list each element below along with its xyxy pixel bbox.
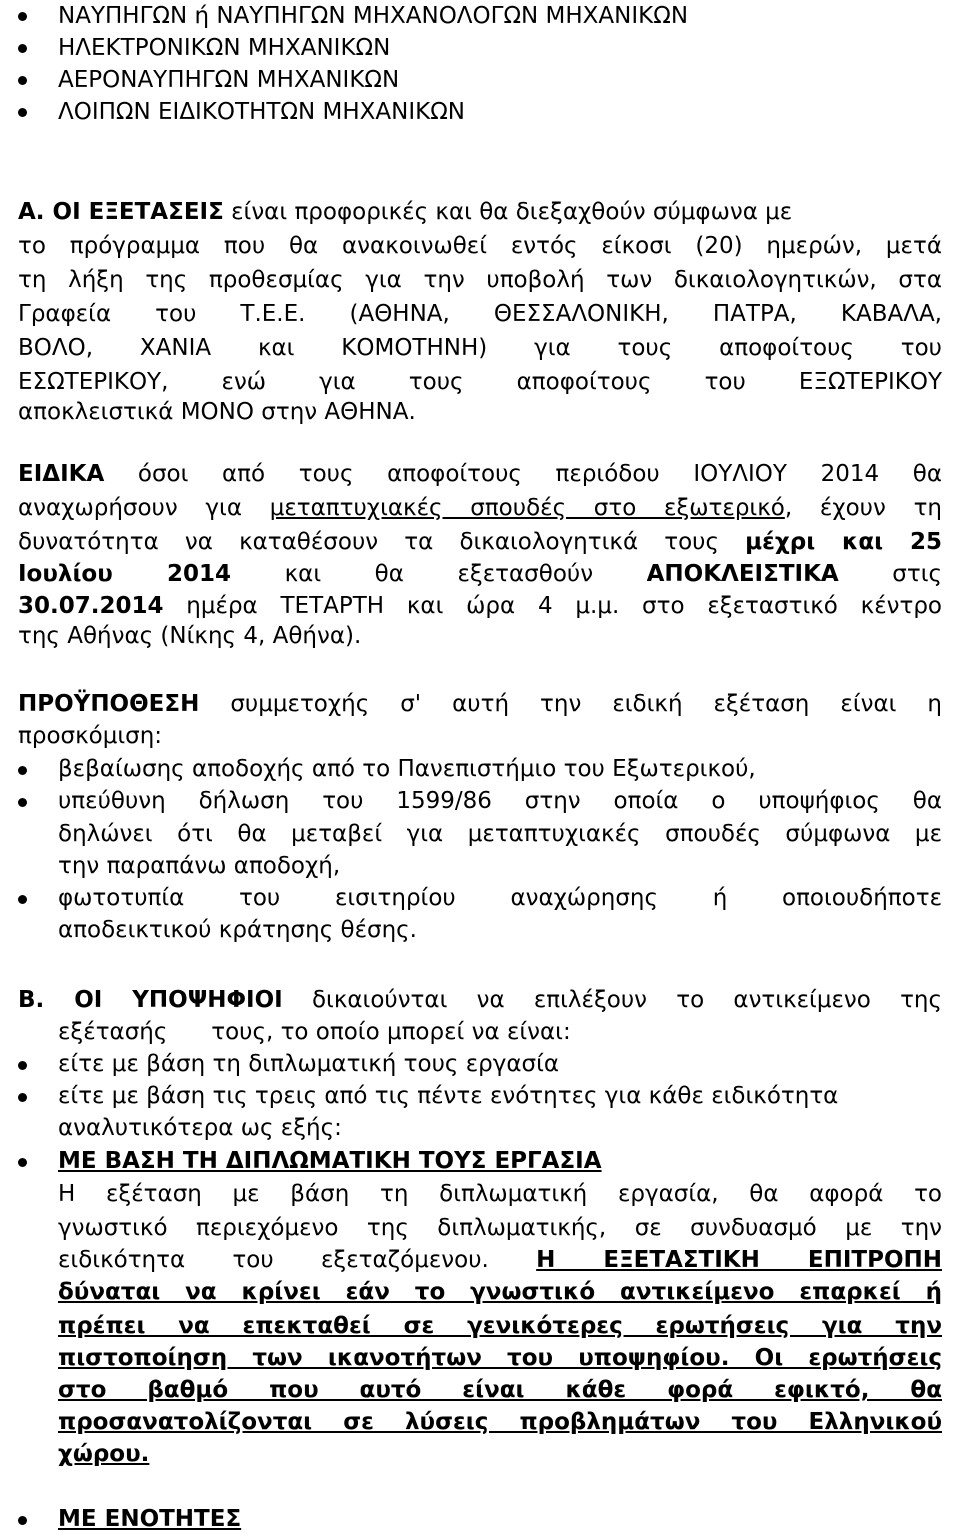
thesis-heading: ΜΕ ΒΑΣΗ ΤΗ ΔΙΠΛΩΜΑΤΙΚΗ ΤΟΥΣ ΕΡΓΑΣΙΑ: [58, 1148, 602, 1174]
list-item: είτε με βάση τις τρεις από τις πέντε ενότητες για κάθε ειδικότητα: [58, 1083, 839, 1109]
bullet-icon: [18, 44, 27, 53]
bullet-icon: [18, 12, 27, 21]
paragraph-line: Γραφεία του Τ.Ε.Ε. (ΑΘΗΝΑ, ΘΕΣΣΑΛΟΝΙΚΗ, ΠΑΤΡΑ, ΚΑΒΑΛΑ,: [18, 301, 942, 327]
list-item-continuation: την παραπάνω αποδοχή,: [58, 853, 341, 879]
list-item-continuation: δηλώνει ότι θα μεταβεί για μεταπτυχιακές σπουδές σύμφωνα με: [58, 821, 942, 847]
paragraph-line: εξέτασής τους, το οποίο μπορεί να είναι:: [58, 1019, 571, 1045]
special-line-4: Ιουλίου 2014 και θα εξετασθούν ΑΠΟΚΛΕΙΣΤΙΚΑ στις: [18, 561, 942, 587]
bullet-icon: [18, 108, 27, 117]
list-item: ΑΕΡΟΝΑΥΠΗΓΩΝ ΜΗΧΑΝΙΚΩΝ: [58, 67, 400, 93]
bullet-icon: [18, 1061, 27, 1070]
paragraph-line: τη λήξη της προθεσμίας για την υποβολή των δικαιολογητικών, στα: [18, 267, 942, 293]
list-item-continuation: αναλυτικότερα ως εξής:: [58, 1115, 342, 1141]
special-heading: ΕΙΔΙΚΑ: [18, 461, 105, 487]
paragraph-line: ΒΟΛΟ, ΧΑΝΙΑ και ΚΟΜΟΤΗΝΗ) για τους αποφοίτους του: [18, 335, 942, 361]
bullet-icon: [18, 76, 27, 85]
units-heading: ΜΕ ΕΝΟΤΗΤΕΣ: [58, 1506, 242, 1532]
precondition-line-1: ΠΡΟΫΠΟΘΕΣΗ συμμετοχής σ' αυτή την ειδική εξέταση είναι η: [18, 691, 942, 717]
special-line-5: 30.07.2014 ημέρα ΤΕΤΑΡΤΗ και ώρα 4 μ.μ. στο εξεταστικό κέντρο: [18, 593, 942, 619]
paragraph-line: Η εξέταση με βάση τη διπλωματική εργασία, θα αφορά το: [58, 1181, 942, 1207]
list-item: είτε με βάση τη διπλωματική τους εργασία: [58, 1051, 560, 1077]
postgraduate-abroad-text: μεταπτυχιακές σπουδές στο εξωτερικό: [269, 495, 785, 521]
list-item: βεβαίωσης αποδοχής από το Πανεπιστήμιο του Εξωτερικού,: [58, 756, 756, 782]
section-a-line-1: Α. ΟΙ ΕΞΕΤΑΣΕΙΣ είναι προφορικές και θα διεξαχθούν σύμφωνα με: [18, 199, 793, 225]
paragraph-line: προσκόμιση:: [18, 723, 163, 749]
paragraph-line: στο βαθμό που αυτό είναι κάθε φορά εφικτό, θα: [58, 1377, 942, 1403]
paragraph-line: το πρόγραμμα που θα ανακοινωθεί εντός είκοσι (20) ημερών, μετά: [18, 233, 942, 259]
section-a-heading: Α. ΟΙ ΕΞΕΤΑΣΕΙΣ: [18, 199, 224, 225]
list-item: φωτοτυπία του εισιτηρίου αναχώρησης ή οποιουδήποτε: [58, 885, 942, 911]
special-line-2: αναχωρήσουν για μεταπτυχιακές σπουδές στο εξωτερικό, έχουν τη: [18, 495, 942, 521]
paragraph-line: της Αθήνας (Νίκης 4, Αθήνα).: [18, 623, 362, 649]
list-item: ΛΟΙΠΩΝ ΕΙΔΙΚΟΤΗΤΩΝ ΜΗΧΑΝΙΚΩΝ: [58, 99, 465, 125]
paragraph-line-mixed: ειδικότητα του εξεταζόμενου. Η ΕΞΕΤΑΣΤΙΚΗ ΕΠΙΤΡΟΠΗ: [58, 1247, 942, 1273]
special-line-1: ΕΙΔΙΚΑ όσοι από τους αποφοίτους περιόδου ΙΟΥΛΙΟΥ 2014 θα: [18, 461, 942, 487]
bullet-icon: [18, 766, 27, 775]
bullet-icon: [18, 1516, 27, 1525]
precondition-heading: ΠΡΟΫΠΟΘΕΣΗ: [18, 691, 200, 717]
paragraph-line: δύναται να κρίνει εάν το γνωστικό αντικείμενο επαρκεί ή: [58, 1279, 942, 1305]
bullet-icon: [18, 798, 27, 807]
section-b-heading: Β. ΟΙ ΥΠΟΨΗΦΙΟΙ: [18, 987, 283, 1013]
paragraph-line: γνωστικό περιεχόμενο της διπλωματικής, σε συνδυασμό με την: [58, 1215, 942, 1241]
bullet-icon: [18, 1093, 27, 1102]
paragraph-line: χώρου.: [58, 1441, 150, 1467]
list-item: ΝΑΥΠΗΓΩΝ ή ΝΑΥΠΗΓΩΝ ΜΗΧΑΝΟΛΟΓΩΝ ΜΗΧΑΝΙΚΩΝ: [58, 3, 689, 29]
paragraph-line: πιστοποίηση των ικανοτήτων του υποψηφίου. Οι ερωτήσεις: [58, 1345, 942, 1371]
bullet-icon: [18, 895, 27, 904]
list-item: υπεύθυνη δήλωση του 1599/86 στην οποία ο υποψήφιος θα: [58, 788, 942, 814]
list-item: ΗΛΕΚΤΡΟΝΙΚΩΝ ΜΗΧΑΝΙΚΩΝ: [58, 35, 391, 61]
list-item-continuation: αποδεικτικού κράτησης θέσης.: [58, 917, 417, 943]
paragraph-line: προσανατολίζονται σε λύσεις προβλημάτων του Ελληνικού: [58, 1409, 942, 1435]
special-line-3: δυνατότητα να καταθέσουν τα δικαιολογητικά τους μέχρι και 25: [18, 529, 942, 555]
paragraph-line: αποκλειστικά ΜΟΝΟ στην ΑΘΗΝΑ.: [18, 399, 416, 425]
paragraph-line: ΕΣΩΤΕΡΙΚΟΥ, ενώ για τους αποφοίτους του ΕΞΩΤΕΡΙΚΟΥ: [18, 369, 942, 395]
section-b-line-1: Β. ΟΙ ΥΠΟΨΗΦΙΟΙ δικαιούνται να επιλέξουν το αντικείμενο της: [18, 987, 942, 1013]
paragraph-line: πρέπει να επεκταθεί σε γενικότερες ερωτήσεις για την: [58, 1313, 942, 1339]
bullet-icon: [18, 1158, 27, 1167]
